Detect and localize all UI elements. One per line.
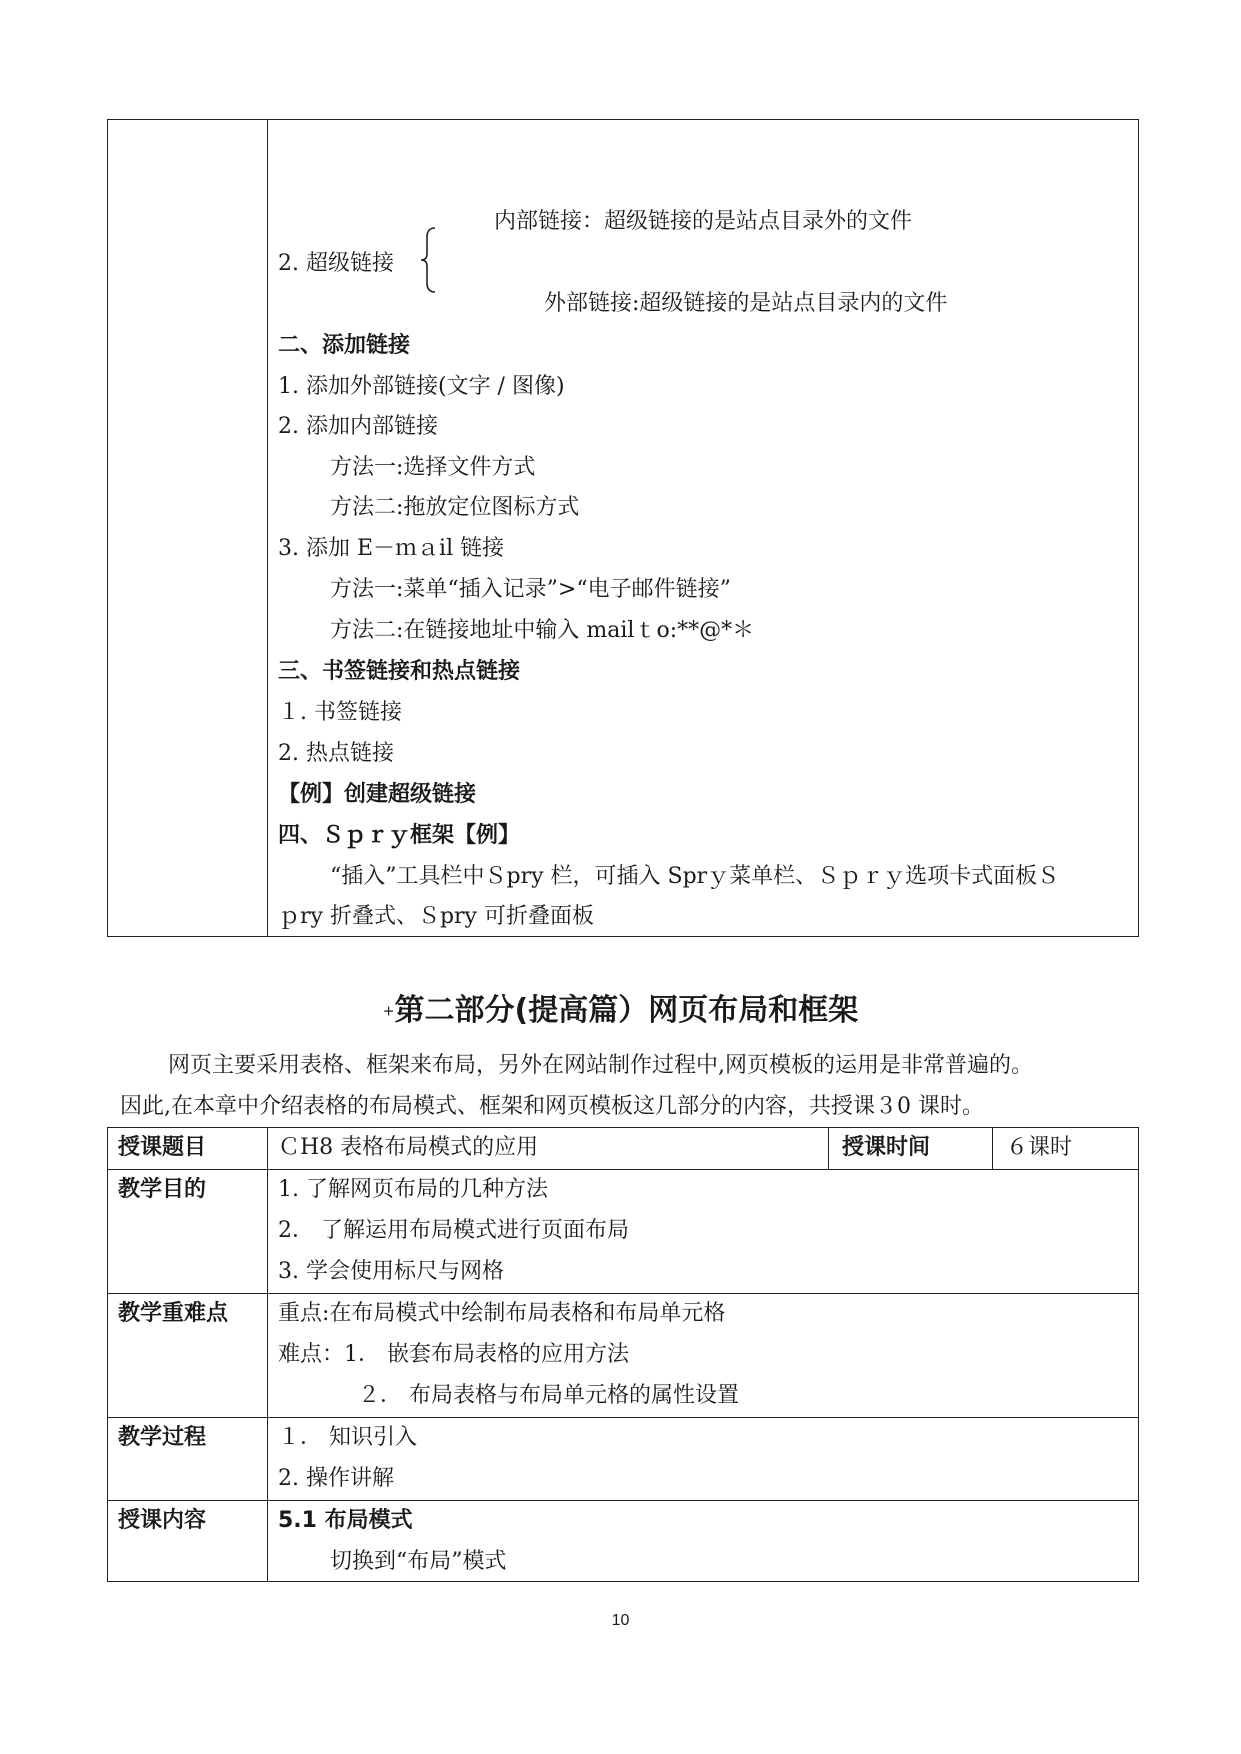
external-link-text: 外部链接:超级链接的是站点目录内的文件 xyxy=(544,291,948,316)
time-value: ６课时 xyxy=(1006,1135,1073,1160)
lesson-table-row-divider xyxy=(107,1500,1139,1501)
intro-line-2: 因此,在本章中介绍表格的布局模式、框架和网页模板这几部分的内容，共授课３0 课时。 xyxy=(120,1094,984,1119)
page-number: 10 xyxy=(611,1612,630,1629)
key-point: 重点:在布局模式中绘制布局表格和布局单元格 xyxy=(278,1301,726,1326)
curly-brace-icon xyxy=(420,227,436,293)
content-label: 授课内容 xyxy=(118,1508,207,1533)
example-label: 【例】创建超级链接 xyxy=(278,782,477,807)
content-text: 切换到“布局”模式 xyxy=(330,1549,507,1574)
topic-label: 授课题目 xyxy=(118,1135,207,1160)
list-item-email: 3. 添加 E－ｍａil 链接 xyxy=(278,536,505,561)
difficulty-point: ２． 布局表格与布局单元格的属性设置 xyxy=(358,1383,739,1408)
key-label: 教学重难点 xyxy=(118,1301,229,1326)
method-item: 方法二:在链接地址中输入 mailｔo:**@*＊ xyxy=(330,618,755,643)
list-item-bookmark: １. 书签链接 xyxy=(278,700,402,725)
lesson-table-row-divider xyxy=(107,1293,1139,1294)
hyperlink-label: 2. 超级链接 xyxy=(278,251,394,276)
section-marker: + xyxy=(382,1003,395,1020)
list-item-external: 1. 添加外部链接(文字 / 图像) xyxy=(278,374,565,399)
lesson-table-row-divider xyxy=(107,1169,1139,1170)
heading-add-links: 二、添加链接 xyxy=(278,333,411,358)
process-item: 2. 操作讲解 xyxy=(278,1466,394,1491)
goal-item: 3. 学会使用标尺与网格 xyxy=(278,1259,504,1284)
goal-label: 教学目的 xyxy=(118,1177,207,1202)
method-item: 方法一:选择文件方式 xyxy=(330,455,536,480)
spry-paragraph-line2: ｐry 折叠式、Ｓpry 可折叠面板 xyxy=(278,904,594,929)
lesson-table-col-divider xyxy=(267,1127,268,1582)
heading-spry: 四、Ｓｐｒｙ框架【例】 xyxy=(278,823,521,848)
lesson-table-col-divider xyxy=(992,1127,993,1169)
process-item: １． 知识引入 xyxy=(278,1425,417,1450)
process-label: 教学过程 xyxy=(118,1425,207,1450)
goal-item: 2． 了解运用布局模式进行页面布局 xyxy=(278,1218,629,1243)
section-title xyxy=(0,992,1241,1031)
top-table-divider xyxy=(267,119,268,937)
section-title-text: 第二部分(提高篇）网页布局和框架 xyxy=(394,993,859,1028)
spry-paragraph-line1: “插入”工具栏中Ｓpry 栏，可插入 Sprｙ菜单栏、Ｓｐｒｙ选项卡式面板Ｓ xyxy=(330,864,1060,889)
goal-item: 1. 了解网页布局的几种方法 xyxy=(278,1177,548,1202)
method-item: 方法一:菜单“插入记录”>“电子邮件链接” xyxy=(330,577,731,602)
heading-bookmark-hotspot: 三、书签链接和热点链接 xyxy=(278,659,521,684)
time-label: 授课时间 xyxy=(842,1135,931,1160)
list-item-internal: 2. 添加内部链接 xyxy=(278,414,438,439)
top-table xyxy=(107,119,1139,937)
method-item: 方法二:拖放定位图标方式 xyxy=(330,495,580,520)
list-item-hotspot: 2. 热点链接 xyxy=(278,741,394,766)
topic-value: ＣH8 表格布局模式的应用 xyxy=(278,1135,539,1160)
intro-line-1: 网页主要采用表格、框架来布局，另外在网站制作过程中,网页模板的运用是非常普遍的。 xyxy=(168,1053,1033,1078)
lesson-table-row-divider xyxy=(107,1417,1139,1418)
lesson-table-col-divider xyxy=(828,1127,829,1169)
difficulty-point: 难点：1． 嵌套布局表格的应用方法 xyxy=(278,1342,629,1367)
internal-link-text: 内部链接：超级链接的是站点目录外的文件 xyxy=(494,209,913,234)
content-heading: 5.1 布局模式 xyxy=(278,1508,413,1533)
